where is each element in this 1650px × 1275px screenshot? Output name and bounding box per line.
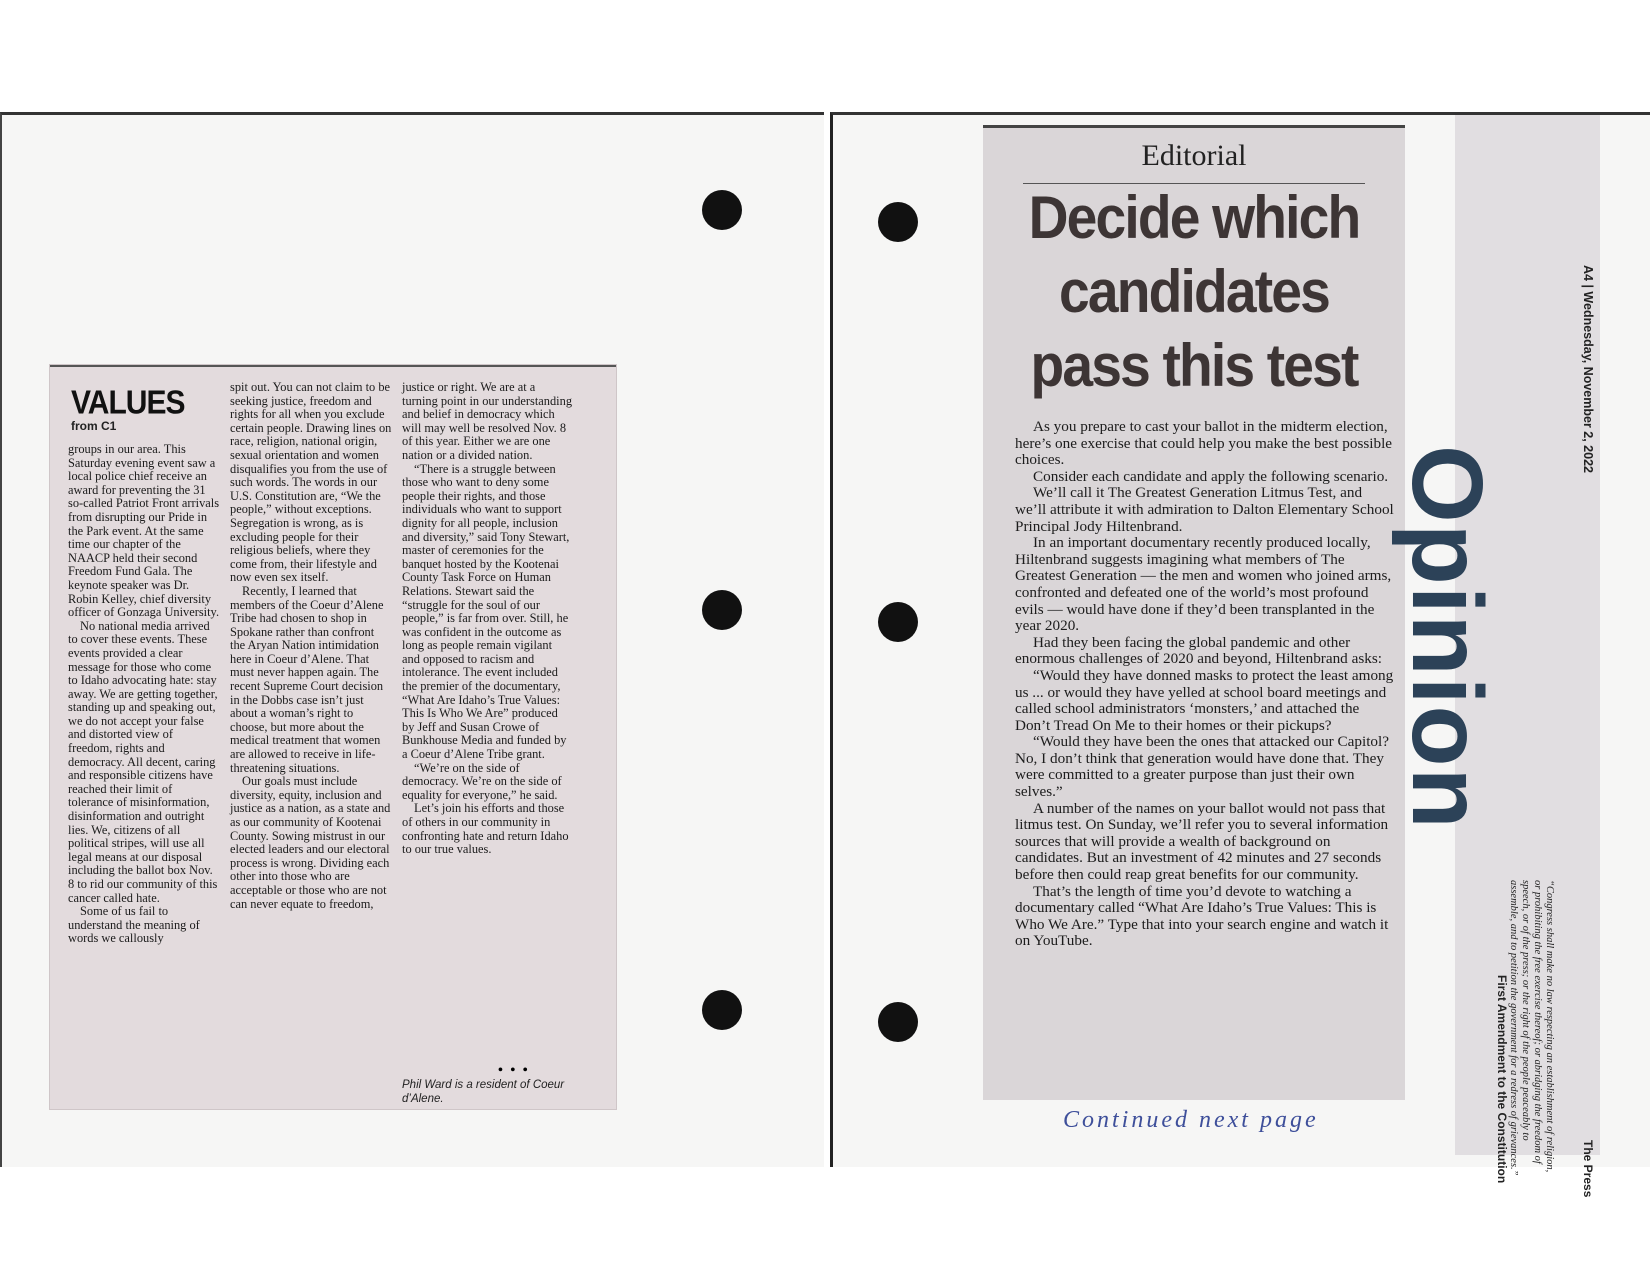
paragraph: “There is a struggle between those who want to deny some people their rights, and those individuals who want to support dignity for all people, inclusion and diversity,” said Tony Stewart, master of ceremonies for the banquet hosted by the Kootenai County Task Force on Human Relations. Stewart said the “struggle for the soul of our people,” is far from over. Still, he was confident in the outcome as long as people remain vigilant and opposed to racism and intolerance. The event included the premier of the documentary, “What Are Idaho’s True Values: This Is Who We Are” produced by Jeff and Susan Crowe of Bunkhouse Media and funded by a Coeur d’Alene Tribe grant. xyxy=(402,461,570,762)
punch-hole xyxy=(702,590,742,630)
punch-hole xyxy=(878,1002,918,1042)
end-mark: • • • xyxy=(498,1063,530,1078)
first-amendment-label: First Amendment to the Constitution xyxy=(1495,975,1509,1184)
section-title: Opinion xyxy=(1391,445,1503,830)
author-byline: Phil Ward is a resident of Coeur d’Alene. xyxy=(402,1079,565,1105)
handwritten-note: Continued next page xyxy=(1063,1107,1319,1133)
values-column-2 xyxy=(230,381,392,911)
paragraph: “We’re on the side of democracy. We’re on the side of equality for everyone,” he said. xyxy=(402,760,562,802)
paragraph: groups in our area. This Saturday evening event saw a local police chief receive an award for preventing the 31 so-called Patriot Front arrivals from disrupting our Pride in the Park event. At the same time our chapter of the NAACP held their second Freedom Fund Gala. The keynote speaker was Dr. Robin Kelley, chief diversity officer of Gonzaga University. xyxy=(68,442,220,620)
paragraph: “Would they have been the ones that attacked our Capitol? No, I don’t think that generation would have done that. They were committed to a greater purpose than just their own selves.” xyxy=(1015,733,1389,801)
punch-hole xyxy=(878,602,918,642)
first-amendment-quote: “Congress shall make no law respecting an establishment of religion, or prohibiting the free exercise thereof; or abridging the freedom of speech, or of the press; or the right of the people peaceably to assemble, and to petition the government for a redress of grievances.” xyxy=(1508,880,1555,1176)
headline-line: candidates xyxy=(1059,258,1329,325)
paragraph: “Would they have donned masks to protect the least among us ... or would they have yelled at school board meetings and called school administrators ‘monsters,’ and attached the Don’t Tread On Me to their homes or their pickups? xyxy=(1015,666,1394,734)
headline-line: pass this test xyxy=(1030,332,1358,399)
editorial-headline xyxy=(1007,181,1381,403)
paragraph: Our goals must include diversity, equity, inclusion and justice as a nation, as a state and as our community of Kootenai County. Sowing mistrust in our elected leaders and our electoral process is wrong. Dividing each other into those who are acceptable or those who are not can never equate to freedom, xyxy=(230,774,391,911)
paragraph: Some of us fail to understand the meaning of words we callously xyxy=(68,904,200,946)
punch-hole xyxy=(702,190,742,230)
opinion-section-strip xyxy=(1391,115,1600,1198)
paragraph: A number of the names on your ballot would not pass that litmus test. On Sunday, we’ll refer you to several information sources that will provide a wealth of background on candidates. But an investment of 42 minutes and 27 seconds before then could reap great benefits for our community. xyxy=(1015,799,1389,884)
paragraph: That’s the length of time you’d devote to watching a documentary called “What Are Idaho’s True Values: This is Who We Are.” Type that into your search engine and watch it on YouTube. xyxy=(1015,882,1389,950)
clipping-top-rule xyxy=(983,125,1405,128)
page-dateline: A4 | Wednesday, November 2, 2022 xyxy=(1581,265,1595,473)
paragraph: As you prepare to cast your ballot in the midterm election, here’s one exercise that could help you make the best possible choices. xyxy=(1015,418,1393,469)
paragraph: spit out. You can not claim to be seeking justice, freedom and rights for all when you exclude certain people. Drawing lines on race, religion, national origin, sexual orientation and women disqualifies you from the use of such words. The words in our U.S. Constitution are, “We the people,” without exceptions. Segregation is wrong, as is excluding people for their religious beliefs, where they come from, their lifestyle and now even sex itself. xyxy=(230,380,392,585)
paragraph: No national media arrived to cover these events. These events provided a clear message for those who come to Idaho advocating hate: stay away. We are getting together, standing up and speaking out, we do not accept your false and distorted view of freedom, rights and democracy. All decent, caring and responsible citizens have reached their limit of tolerance of misinformation, disinformation and outright lies. We, citizens of all political stripes, will use all legal means at our disposal including the ballot box Nov. 8 to rid our community of this cancer called hate. xyxy=(68,618,218,905)
editorial-body xyxy=(1015,419,1395,950)
clipping-top-rule xyxy=(50,365,616,367)
headline-line: Decide which xyxy=(1028,184,1360,251)
paragraph: Consider each candidate and apply the following scenario. xyxy=(1033,467,1389,485)
paragraph: In an important documentary recently produced locally, Hiltenbrand suggests imagining what members of The Greatest Generation — the men and women who joined arms, confronted and defeated one of the world’s most profound evils — would have done if they’d been transplanted in the year 2020. xyxy=(1015,534,1392,635)
paragraph: Had they been facing the global pandemic and other enormous challenges of 2020 and beyond, Hiltenbrand asks: xyxy=(1015,633,1382,668)
values-heading: VALUES xyxy=(71,385,185,422)
left-binder-page xyxy=(0,112,824,1167)
paragraph: justice or right. We are at a turning point in our understanding and belief in democracy which will may well be resolved Nov. 8 of this year. Either we are one nation or a divided nation. xyxy=(402,380,573,462)
editorial-clipping xyxy=(983,125,1405,1100)
values-column-1 xyxy=(68,443,220,946)
newspaper-name: The Press xyxy=(1581,1140,1595,1198)
values-jump-line: from C1 xyxy=(71,419,117,433)
editorial-label: Editorial xyxy=(1141,139,1247,172)
values-column-3 xyxy=(402,381,572,857)
paragraph: Let’s join his efforts and those of others in our community in confronting hate and return Idaho to our true values. xyxy=(402,801,569,857)
punch-hole xyxy=(702,990,742,1030)
paragraph: We’ll call it The Greatest Generation Litmus Test, and we’ll attribute it with admiration to Dalton Elementary School Principal Jody Hiltenbrand. xyxy=(1015,484,1394,535)
paragraph: Recently, I learned that members of the Coeur d’Alene Tribe had chosen to shop in Spokane rather than confront the Aryan Nation intimidation here in Coeur d’Alene. That must never happen again. The recent Supreme Court decision in the Dobbs case isn’t just about a woman’s right to choose, but more about the medical treatment that women are allowed to receive in life-threatening situations. xyxy=(230,583,384,775)
values-column-clipping xyxy=(50,365,616,1109)
punch-hole xyxy=(878,202,918,242)
